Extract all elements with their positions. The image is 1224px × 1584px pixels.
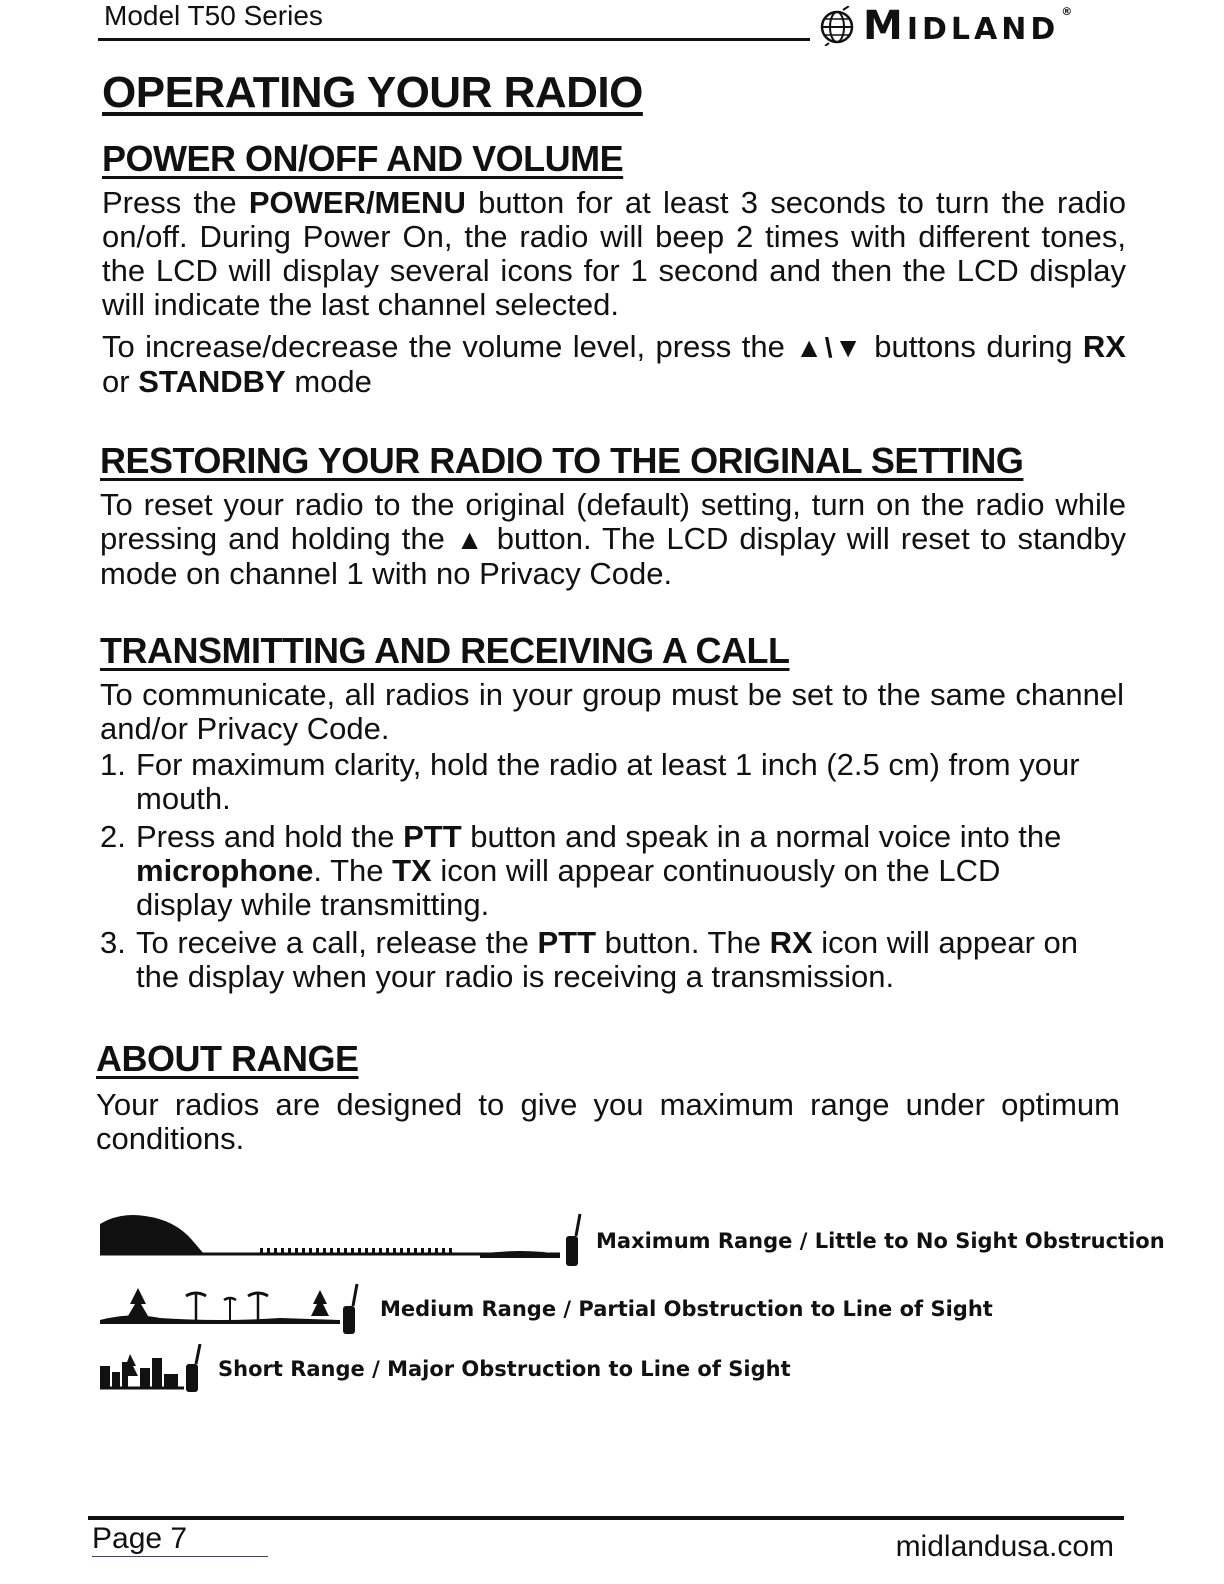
up-down-arrow-icon: ▲\▼ xyxy=(795,332,864,363)
registered-mark: ® xyxy=(1061,5,1077,18)
step-number: 1. xyxy=(100,747,126,782)
step-number: 3. xyxy=(100,925,126,960)
website-link[interactable]: midlandusa.com xyxy=(895,1530,1114,1563)
heading-range: ABOUT RANGE xyxy=(96,1038,359,1079)
text: or xyxy=(102,364,139,399)
transmit-steps xyxy=(100,748,1100,998)
text: Press and hold the xyxy=(136,819,404,854)
tx-term: TX xyxy=(392,853,432,888)
text: button. The xyxy=(596,925,770,960)
page-title: OPERATING YOUR RADIO xyxy=(102,68,643,117)
text: For maximum clarity, hold the radio at least 1 inch (2.5 cm) from your mouth. xyxy=(136,747,1080,816)
model-series: Model T50 Series xyxy=(104,0,323,31)
list-item xyxy=(100,748,1100,816)
heading-restore: RESTORING YOUR RADIO TO THE ORIGINAL SETTING xyxy=(100,440,1024,481)
rx-term: RX xyxy=(769,925,813,960)
brand-name: IDLAND xyxy=(906,12,1060,47)
page-number: Page 7 xyxy=(92,1522,188,1555)
text: To reset your radio to the original (default) setting, turn on the radio while pressing and holding the xyxy=(100,487,1126,556)
page-number-underline xyxy=(92,1556,268,1557)
globe-icon xyxy=(815,6,859,46)
header-rule xyxy=(98,38,810,41)
list-item xyxy=(100,926,1100,994)
ptt-term: PTT xyxy=(537,925,597,960)
text: button for at least 3 seconds to turn the radio on/off. During Power On, the radio will beep 2 times with different tones, the LCD will display several icons for 1 second and then the LCD display will indicate the last channel selected. xyxy=(102,185,1126,322)
trees-terrain-icon xyxy=(100,1282,370,1336)
text: buttons during xyxy=(863,329,1083,364)
heading-transmit: TRANSMITTING AND RECEIVING A CALL xyxy=(100,630,790,671)
microphone-term: microphone xyxy=(136,853,314,888)
power-paragraph xyxy=(102,186,1126,322)
heading-power: POWER ON/OFF AND VOLUME xyxy=(102,138,624,179)
brand-initial: M xyxy=(863,3,907,49)
standby-term: STANDBY xyxy=(138,364,286,399)
ptt-term: PTT xyxy=(403,819,462,854)
text: To increase/decrease the volume level, press the xyxy=(102,329,796,364)
text: . The xyxy=(313,853,393,888)
footer-rule xyxy=(88,1516,1124,1520)
volume-paragraph xyxy=(102,330,1126,399)
rx-term: RX xyxy=(1082,329,1126,364)
text: mode xyxy=(285,364,372,399)
text: button and speak in a normal voice into the xyxy=(461,819,1062,854)
range-row-medium xyxy=(100,1282,993,1336)
text: button. The LCD display will reset to standby mode on channel 1 with no Privacy Code. xyxy=(100,521,1127,591)
power-menu-term: POWER/MENU xyxy=(248,185,466,220)
text: Press the xyxy=(102,185,249,220)
range-row-short xyxy=(100,1344,791,1394)
range-label-medium: Medium Range / Partial Obstruction to Line of Sight xyxy=(380,1297,993,1321)
midland-logo xyxy=(815,3,1077,49)
list-item xyxy=(100,820,1100,922)
range-label-maximum: Maximum Range / Little to No Sight Obstruction xyxy=(596,1229,1165,1253)
step-number: 2. xyxy=(100,819,126,854)
range-row-maximum xyxy=(100,1210,1165,1272)
text: icon will appear continuously on the LCD display while transmitting. xyxy=(136,853,1001,922)
text: To receive a call, release the xyxy=(136,925,538,960)
up-arrow-icon: ▲ xyxy=(455,524,486,555)
buildings-terrain-icon xyxy=(100,1344,208,1394)
range-label-short: Short Range / Major Obstruction to Line of Sight xyxy=(218,1357,791,1381)
transmit-intro: To communicate, all radios in your group must be set to the same channel and/or Privacy Code. xyxy=(100,677,1124,746)
open-terrain-icon xyxy=(100,1210,586,1272)
restore-paragraph xyxy=(100,488,1126,591)
range-paragraph: Your radios are designed to give you maximum range under optimum conditions. xyxy=(96,1087,1120,1156)
text: icon will appear on the display when your radio is receiving a transmission. xyxy=(136,925,1079,994)
